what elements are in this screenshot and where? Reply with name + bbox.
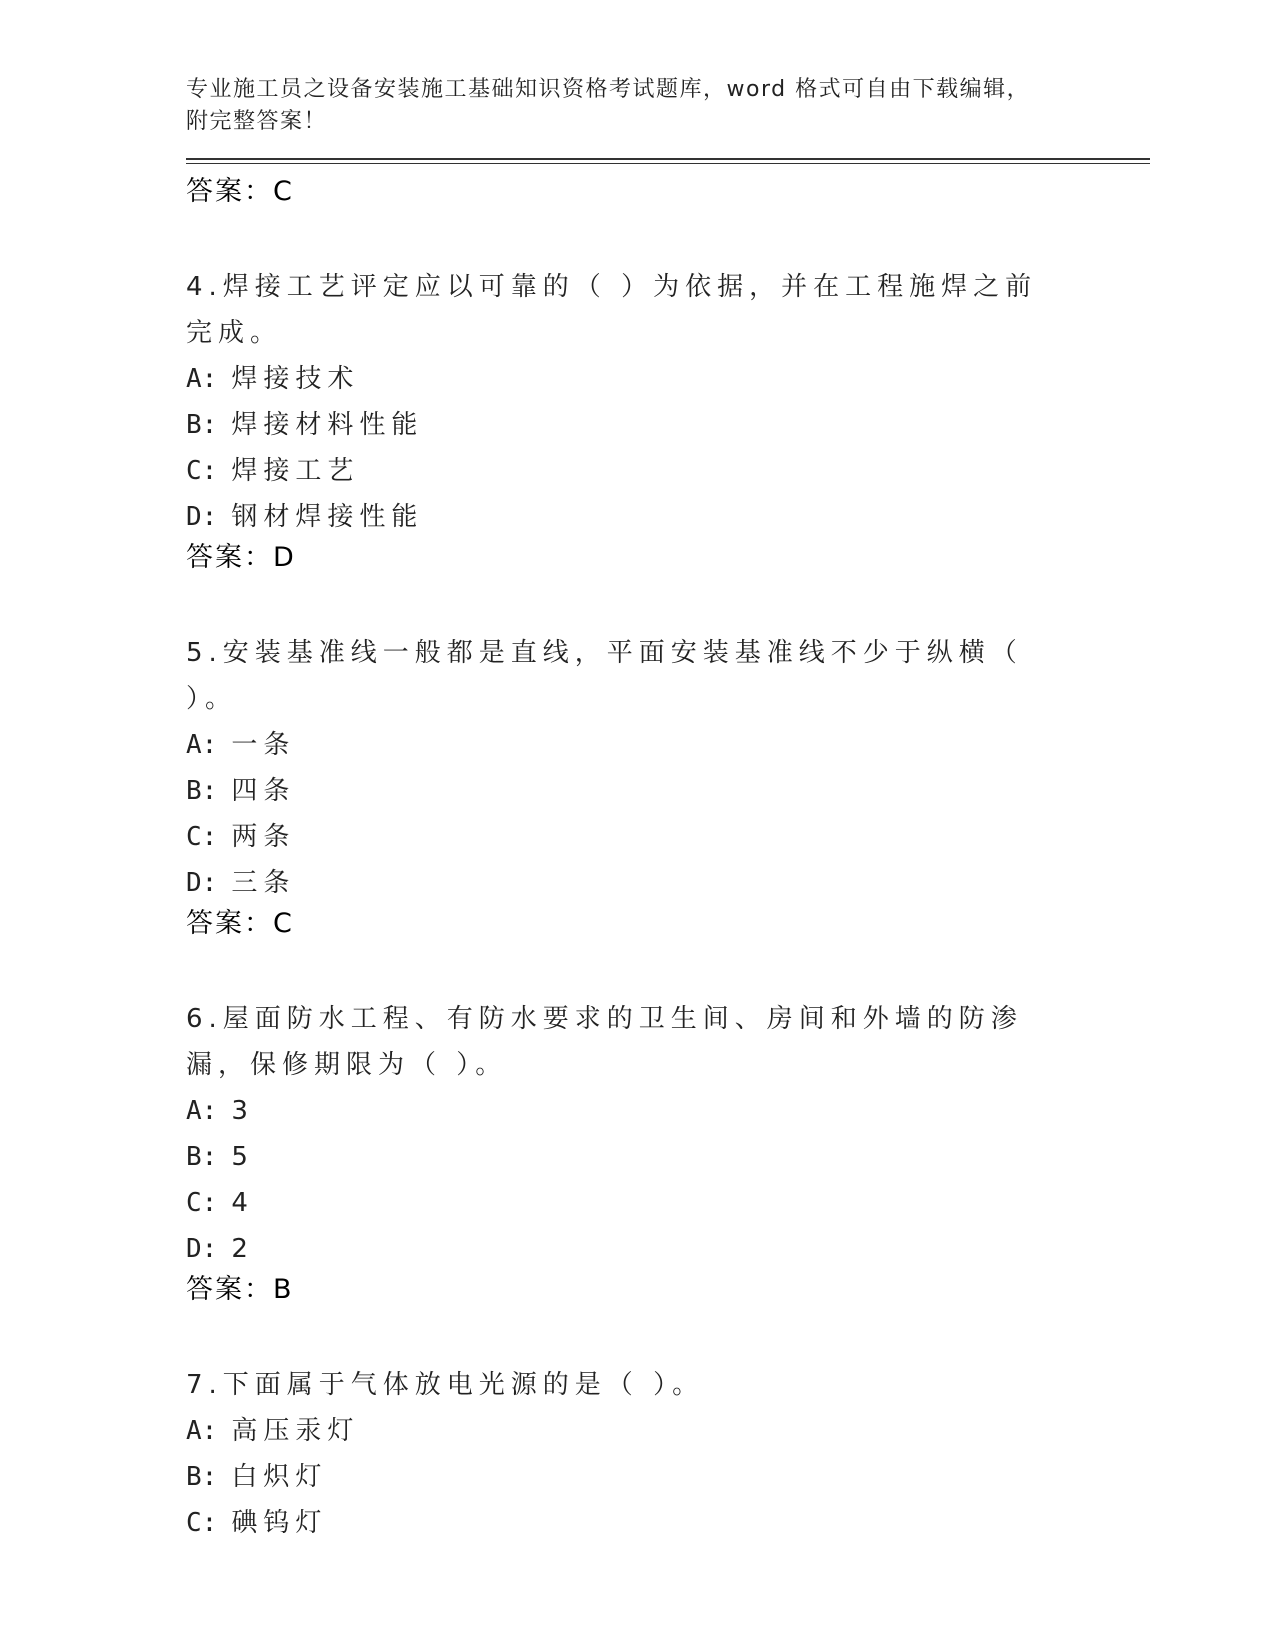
question-4-text: 4.焊接工艺评定应以可靠的（ ）为依据，并在工程施焊之前完成。 — [186, 272, 1038, 348]
document-header — [186, 74, 1150, 138]
question-5-option-b: B: 四条 — [186, 776, 296, 806]
question-7-text: 7.下面属于气体放电光源的是（ ）。 — [186, 1370, 705, 1400]
header-line-2: 附完整答案！ — [186, 109, 328, 134]
question-6-option-d: D: 2 — [186, 1234, 254, 1264]
question-4-option-a: A: 焊接技术 — [186, 364, 360, 394]
question-4-option-d: D: 钢材焊接性能 — [186, 502, 424, 532]
question-5-option-d: D: 三条 — [186, 868, 296, 898]
question-5-option-a: A: 一条 — [186, 730, 296, 760]
question-6-option-b: B: 5 — [186, 1142, 254, 1172]
header-line-1: 专业施工员之设备安装施工基础知识资格考试题库，word 格式可自由下载编辑， — [186, 77, 1031, 102]
question-4-option-c: C: 焊接工艺 — [186, 456, 360, 486]
question-7-option-c: C: 碘钨灯 — [186, 1508, 328, 1538]
question-7-option-a: A: 高压汞灯 — [186, 1416, 360, 1446]
question-6-text: 6.屋面防水工程、有防水要求的卫生间、房间和外墙的防渗漏，保修期限为（ ）。 — [186, 1004, 1023, 1080]
question-6-option-c: C: 4 — [186, 1188, 254, 1218]
question-6-option-a: A: 3 — [186, 1096, 254, 1126]
document-page — [186, 74, 1150, 1546]
question-5-option-c: C: 两条 — [186, 822, 296, 852]
question-5-answer: 答案：C — [186, 908, 294, 939]
question-7-option-b: B: 白炽灯 — [186, 1462, 328, 1492]
header-divider — [186, 158, 1150, 164]
answer-prev: 答案：C — [186, 176, 294, 207]
question-5-text: 5.安装基准线一般都是直线，平面安装基准线不少于纵横（ ）。 — [186, 638, 1023, 714]
question-6-answer: 答案：B — [186, 1274, 294, 1305]
question-4-answer: 答案：D — [186, 542, 296, 573]
question-4-option-b: B: 焊接材料性能 — [186, 410, 424, 440]
